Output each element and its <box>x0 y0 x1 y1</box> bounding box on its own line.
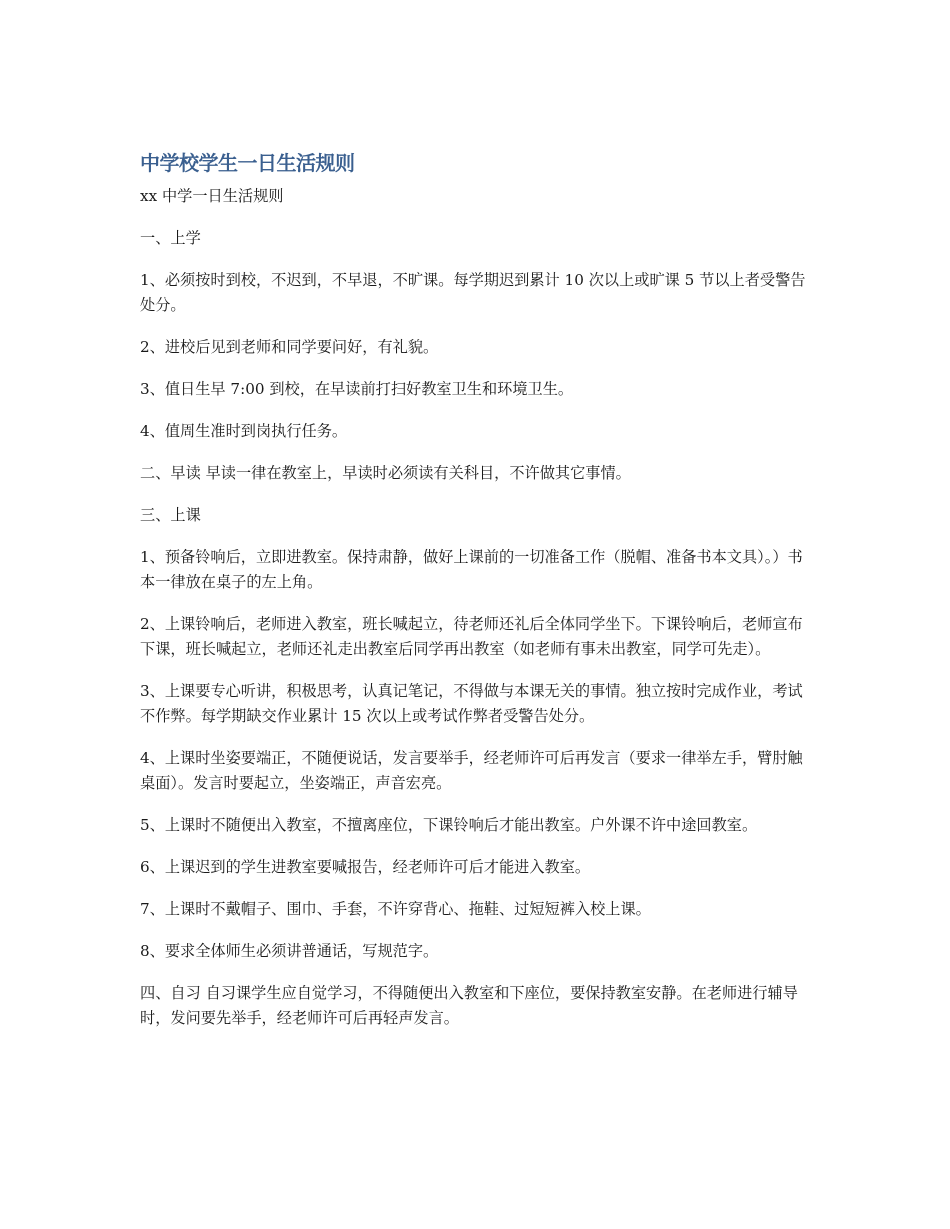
section-morning-reading: 二、早读 早读一律在教室上，早读时必须读有关科目，不许做其它事情。 <box>140 464 631 482</box>
section-heading-class: 三、上课 <box>140 506 201 524</box>
rule-paragraph: 6、上课迟到的学生进教室要喊报告，经老师许可后才能进入教室。 <box>140 858 591 876</box>
rule-paragraph: 3、上课要专心听讲，积极思考，认真记笔记，不得做与本课无关的事情。独立按时完成作业，考试不作弊。每学期缺交作业累计 15 次以上或考试作弊者受警告处分。 <box>140 682 803 725</box>
rule-paragraph: 2、上课铃响后，老师进入教室，班长喊起立，待老师还礼后全体同学坐下。下课铃响后，老师宣布下课，班长喊起立，老师还礼走出教室后同学再出教室（如老师有事未出教室，同学可先走）。 <box>140 615 803 658</box>
rule-paragraph: 8、要求全体师生必须讲普通话，写规范字。 <box>140 942 439 960</box>
document-page <box>140 148 810 1048</box>
rule-paragraph: 5、上课时不随便出入教室，不擅离座位，下课铃响后才能出教室。户外课不许中途回教室。 <box>140 816 758 834</box>
rule-paragraph: 1、预备铃响后，立即进教室。保持肃静，做好上课前的一切准备工作（脱帽、准备书本文具）。）书本一律放在桌子的左上角。 <box>140 548 803 591</box>
section-heading-school-arrival: 一、上学 <box>140 229 201 247</box>
rule-paragraph: 7、上课时不戴帽子、围巾、手套，不许穿背心、拖鞋、过短短裤入校上课。 <box>140 900 651 918</box>
document-subtitle: xx 中学一日生活规则 <box>140 187 284 205</box>
section-self-study: 四、自习 自习课学生应自觉学习，不得随便出入教室和下座位，要保持教室安静。在老师进行辅导时，发问要先举手，经老师许可后再轻声发言。 <box>140 984 798 1027</box>
rule-paragraph: 1、必须按时到校，不迟到，不早退，不旷课。每学期迟到累计 10 次以上或旷课 5 节以上者受警告处分。 <box>140 271 806 314</box>
document-title: 中学校学生一日生活规则 <box>140 151 355 175</box>
rule-paragraph: 4、上课时坐姿要端正，不随便说话，发言要举手，经老师许可后再发言（要求一律举左手，臂肘触桌面）。发言时要起立，坐姿端正，声音宏亮。 <box>140 749 803 792</box>
rule-paragraph: 2、进校后见到老师和同学要问好，有礼貌。 <box>140 338 439 356</box>
rule-paragraph: 4、值周生准时到岗执行任务。 <box>140 422 348 440</box>
rule-paragraph: 3、值日生早 7:00 到校，在早读前打扫好教室卫生和环境卫生。 <box>140 380 574 398</box>
